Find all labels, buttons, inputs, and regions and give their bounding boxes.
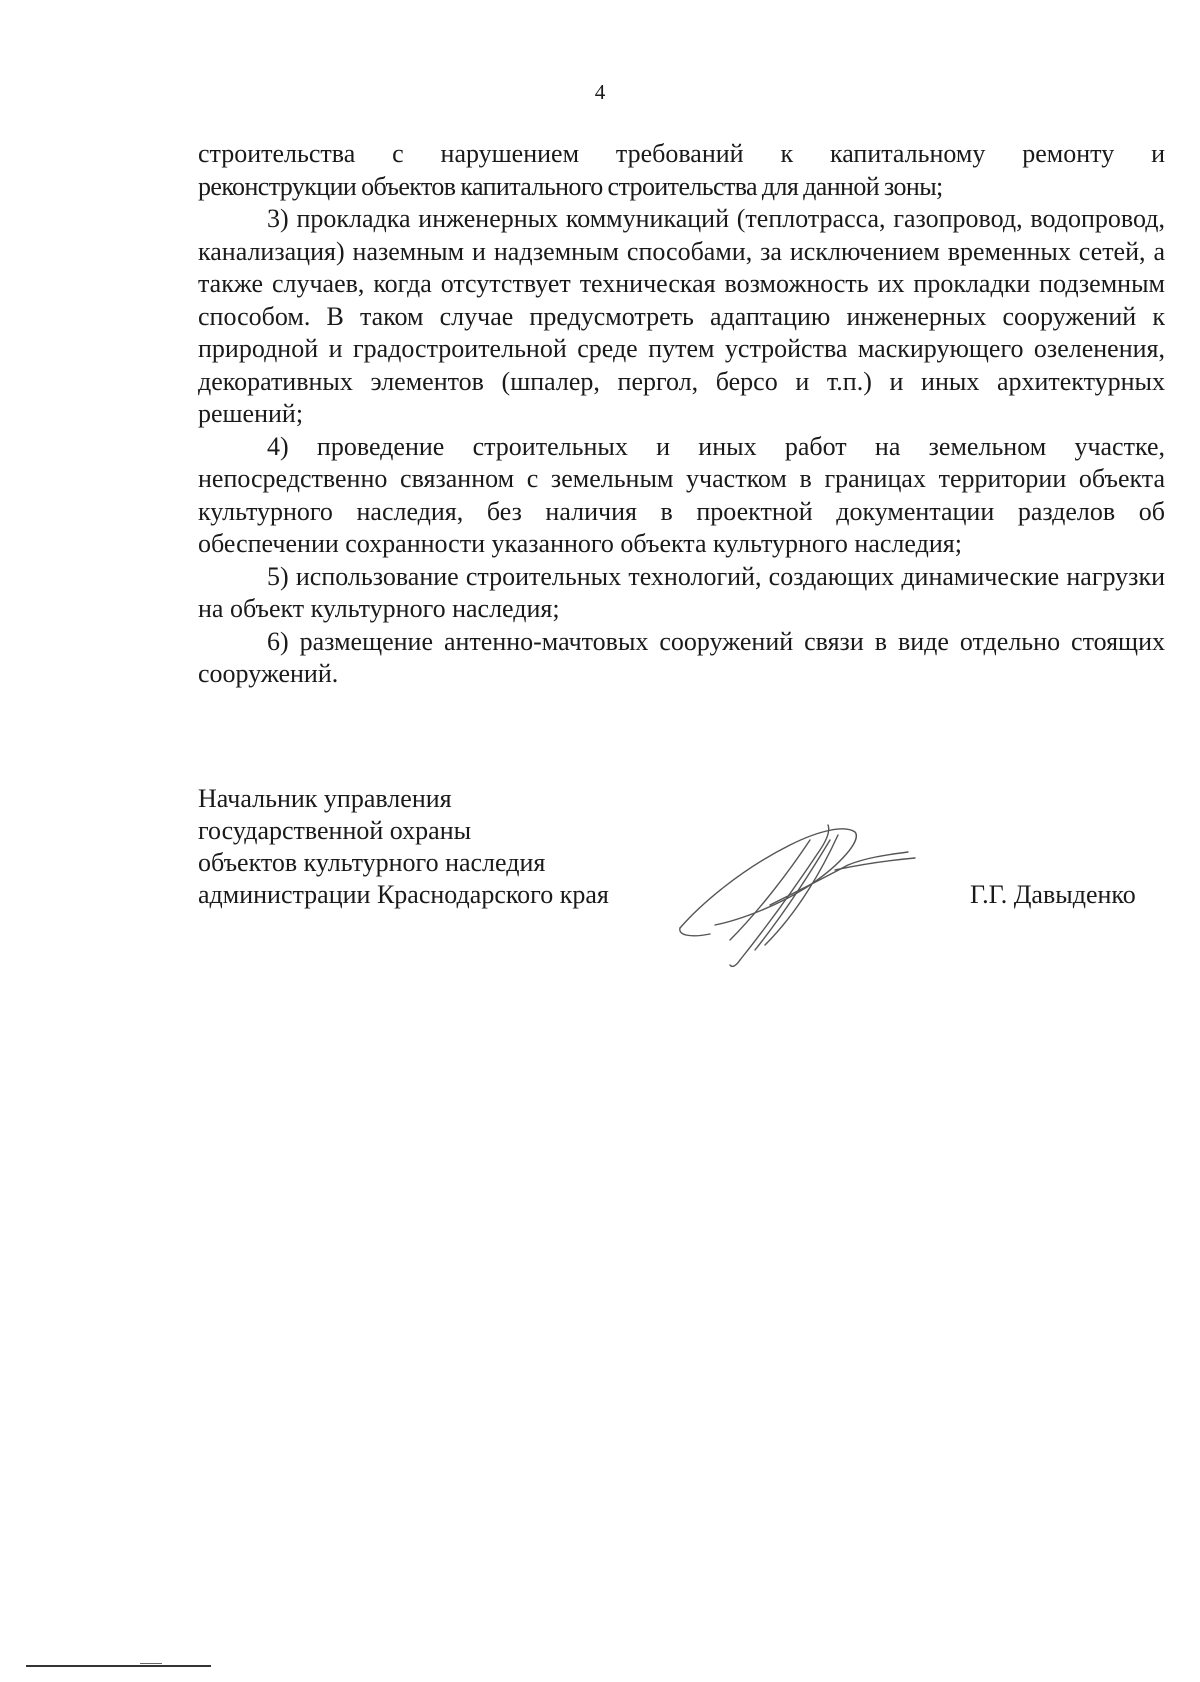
paragraph-item-6: 6) размещение антенно-мачтовых сооружений связи в виде отдельно стоящих сооружений. [198,626,1165,688]
position-line: администрации Краснодарского края [198,880,609,909]
handwritten-signature [670,810,930,970]
footer-rule-mark [140,1663,162,1664]
signatory-name: Г.Г. Давыденко [970,880,1136,909]
paragraph-item-5: 5) использование строительных технологий, создающих динамические нагрузки на объект культурного наследия; [198,561,1165,623]
paragraph-continuation: строительства с нарушением требований к капитальному ремонту и [198,139,1165,168]
signatory-position [198,783,609,911]
page-number: 4 [594,80,606,104]
paragraph-item-4: 4) проведение строительных и иных работ на земельном участке, непосредственно связанном с земельным участком в границах территории объекта культурного наследия, без наличия в проектной документации разделов об обеспечении сохранности указанного объекта культурного наследия; [198,431,1165,558]
position-line: Начальник управления [198,784,452,813]
position-line: объектов культурного наследия [198,848,546,877]
position-line: государственной охраны [198,816,472,845]
paragraph-continuation-end: реконструкции объектов капитального строительства для данной зоны; [198,171,943,201]
document-body [198,138,1165,691]
footer-rule [26,1665,211,1667]
paragraph-item-3: 3) прокладка инженерных коммуникаций (теплотрасса, газопровод, водопровод, канализация) наземным и надземным способами, за исключением временных сетей, а также случаев, когда отсутствует техническая возможность их прокладки подземным способом. В таком случае предусмотреть адаптацию инженерных сооружений к природной и градостроительной среде путем устройства маскирующего озеленения, декоративных элементов (шпалер, пергол, берсо и т.п.) и иных архитектурных решений; [198,204,1165,428]
